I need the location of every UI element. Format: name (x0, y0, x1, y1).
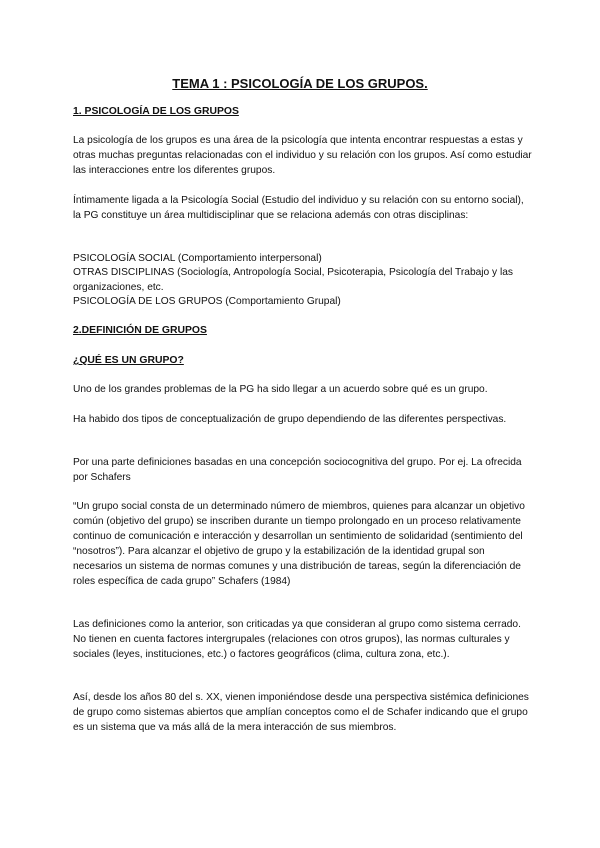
section-2-paragraph-2: Ha habido dos tipos de conceptualización de grupo dependiendo de las diferentes perspectivas. (73, 414, 507, 425)
section-2-paragraph-1: Uno de los grandes problemas de la PG ha sido llegar a un acuerdo sobre qué es un grupo. (73, 384, 488, 395)
section-2-paragraph-5: Así, desde los años 80 del s. XX, vienen imponiéndose desde una perspectiva sistémica definiciones de grupo como sistemas abiertos que amplían conceptos como el de Schafer indicando que el grupo es un sistema que va más allá de la mera interacción de sus miembros. (73, 692, 529, 733)
section-1-paragraph-2: Íntimamente ligada a la Psicología Social (Estudio del individuo y su relación con su entorno social), la PG constituye un área multidisciplinar que se relaciona además con otras disciplinas: (73, 195, 524, 221)
section-2-heading: 2.DEFINICIÓN DE GRUPOS (73, 325, 207, 336)
section-1-heading: 1. PSICOLOGÍA DE LOS GRUPOS (73, 106, 239, 117)
section-2-subheading: ¿QUÉ ES UN GRUPO? (73, 355, 184, 366)
section-1-paragraph-1: La psicología de los grupos es una área de la psicología que intenta encontrar respuestas a estas y otras muchas preguntas relacionadas con el individuo y su relación con los grupos. Así como estudiar las interacciones entre los diferentes grupos. (73, 135, 532, 176)
schafers-quote: “Un grupo social consta de un determinado número de miembros, quienes para alcanzar un objetivo común (objetivo del grupo) se inscriben durante un tiempo prolongado en un proceso relativamente continuo de comunicación e interacción y desarrollan un sentimiento de solidaridad (sentimiento del “nosotros”). Para alcanzar el objetivo de grupo y la estabilización de la identidad grupal son necesarios un sistema de normas comunes y una distribución de tareas, según la diferenciación de roles específica de cada grupo” Schafers (1984) (73, 501, 525, 587)
discipline-list-item: PSICOLOGÍA SOCIAL (Comportamiento interpersonal) (73, 253, 322, 264)
page-title: TEMA 1 : PSICOLOGÍA DE LOS GRUPOS. (172, 76, 428, 91)
section-2-paragraph-3: Por una parte definiciones basadas en una concepción sociocognitiva del grupo. Por ej. La ofrecida por Schafers (73, 457, 522, 483)
discipline-list-item: OTRAS DISCIPLINAS (Sociología, Antropología Social, Psicoterapia, Psicología del Trabajo y las organizaciones, etc. (73, 267, 513, 293)
section-2-paragraph-4: Las definiciones como la anterior, son criticadas ya que consideran al grupo como sistema cerrado. No tienen en cuenta factores intergrupales (relaciones con otros grupos), las normas culturales y sociales (leyes, instituciones, etc.) o factores geográficos (clima, cultura zona, etc.). (73, 619, 521, 660)
discipline-list-item: PSICOLOGÍA DE LOS GRUPOS (Comportamiento Grupal) (73, 296, 341, 307)
